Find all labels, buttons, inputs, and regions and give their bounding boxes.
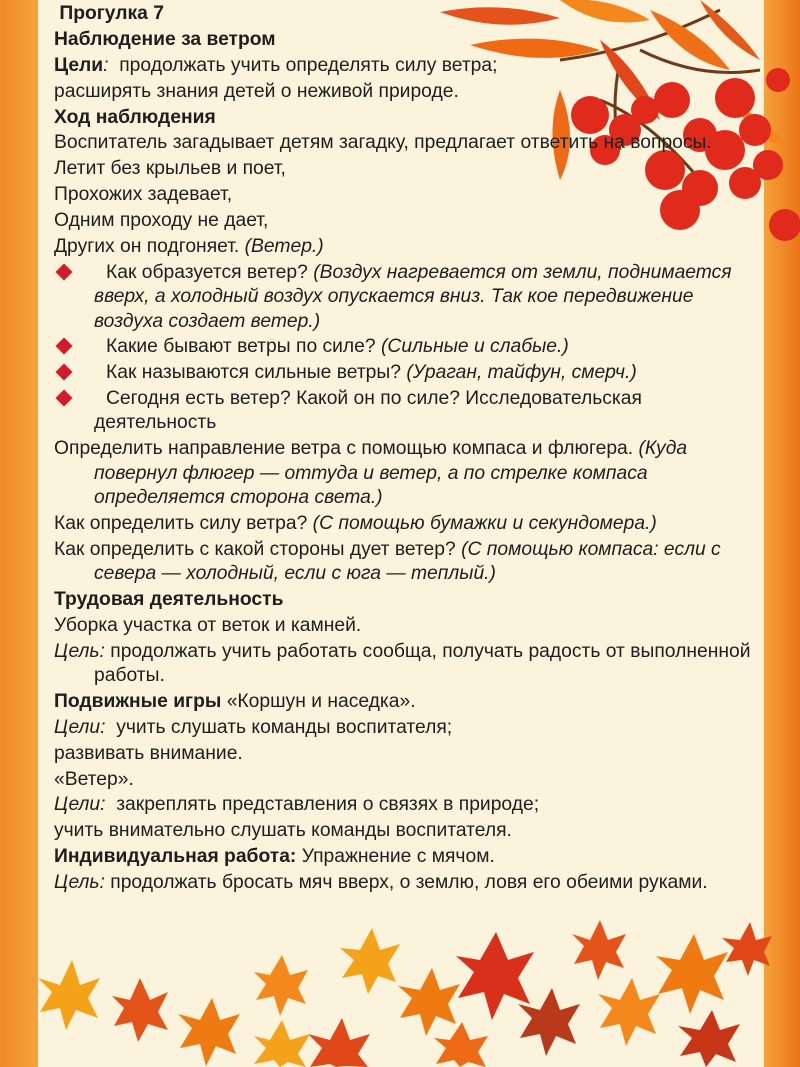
diamond-bullet-icon — [56, 364, 73, 381]
research-strength: Как определить силу ветра? (С помощью бумажки и секундомера.) — [54, 512, 657, 534]
riddle-line-2: Прохожих задевает, — [54, 184, 233, 206]
walk-plan-text — [54, 2, 754, 897]
game-2-goal-2: учить внимательно слушать команды воспитателя. — [54, 820, 512, 842]
riddle-line-4: Других он подгоняет. (Ветер.) — [54, 236, 324, 258]
walk-title: Прогулка 7 — [59, 3, 164, 24]
observation-goal-2: расширять знания детей о неживой природе. — [54, 80, 459, 102]
individual-goal: Цель: продолжать бросать мяч вверх, о землю, ловя его обеими руками. — [54, 872, 708, 894]
diamond-bullet-icon — [56, 390, 73, 407]
labor-task: Уборка участка от веток и камней. — [54, 614, 362, 636]
labor-heading: Трудовая деятельность — [54, 588, 284, 610]
individual-heading: Индивидуальная работа: Упражнение с мячом. — [54, 846, 495, 868]
observation-intro: Воспитатель загадывает детям загадку, предлагает ответить на вопросы. — [54, 132, 712, 154]
observation-goal-1: Цели: продолжать учить определять силу ветра; — [54, 54, 498, 76]
labor-goal: Цель: продолжать учить работать сообща, получать радость от выполненной работы. — [54, 640, 751, 686]
maple-leaves-icon — [38, 920, 772, 1067]
question-item: Какие бывают ветры по силе? (Сильные и слабые.) — [54, 335, 754, 359]
question-item: Как называются сильные ветры? (Ураган, тайфун, смерч.) — [54, 361, 754, 385]
research-direction: Определить направление ветра с помощью компаса и флюгера. (Куда повернул флюгер — оттуда и ветер, а по стрелке компаса определяется сторона света.) — [54, 438, 688, 508]
game-2-title: «Ветер». — [54, 768, 134, 790]
riddle-line-1: Летит без крыльев и поет, — [54, 158, 286, 180]
question-item: Как образуется ветер? (Воздух нагревается от земли, поднимается вверх, а холодный воздух опускается вниз. Так кое передвижение воздуха создает ветер.) — [54, 261, 754, 334]
game-1-goal-2: развивать внимание. — [54, 742, 243, 764]
game-1-goal-1: Цели: учить слушать команды воспитателя; — [54, 716, 453, 738]
diamond-bullet-icon — [56, 263, 73, 280]
games-heading: Подвижные игры «Коршун и наседка». — [54, 690, 416, 712]
observation-course-heading: Ход наблюдения — [54, 106, 216, 128]
game-2-goal-1: Цели: закреплять представления о связях в природе; — [54, 794, 540, 816]
question-item: Сегодня есть ветер? Какой он по силе? Исследовательская деятельность — [54, 387, 754, 436]
research-side: Как определить с какой стороны дует ветер? (С помощью компаса: если с севера — холодный, если с юга — теплый.) — [54, 538, 721, 585]
riddle-line-3: Одним проходу не дает, — [54, 210, 269, 232]
observation-heading: Наблюдение за ветром — [54, 28, 276, 50]
diamond-bullet-icon — [56, 338, 73, 355]
